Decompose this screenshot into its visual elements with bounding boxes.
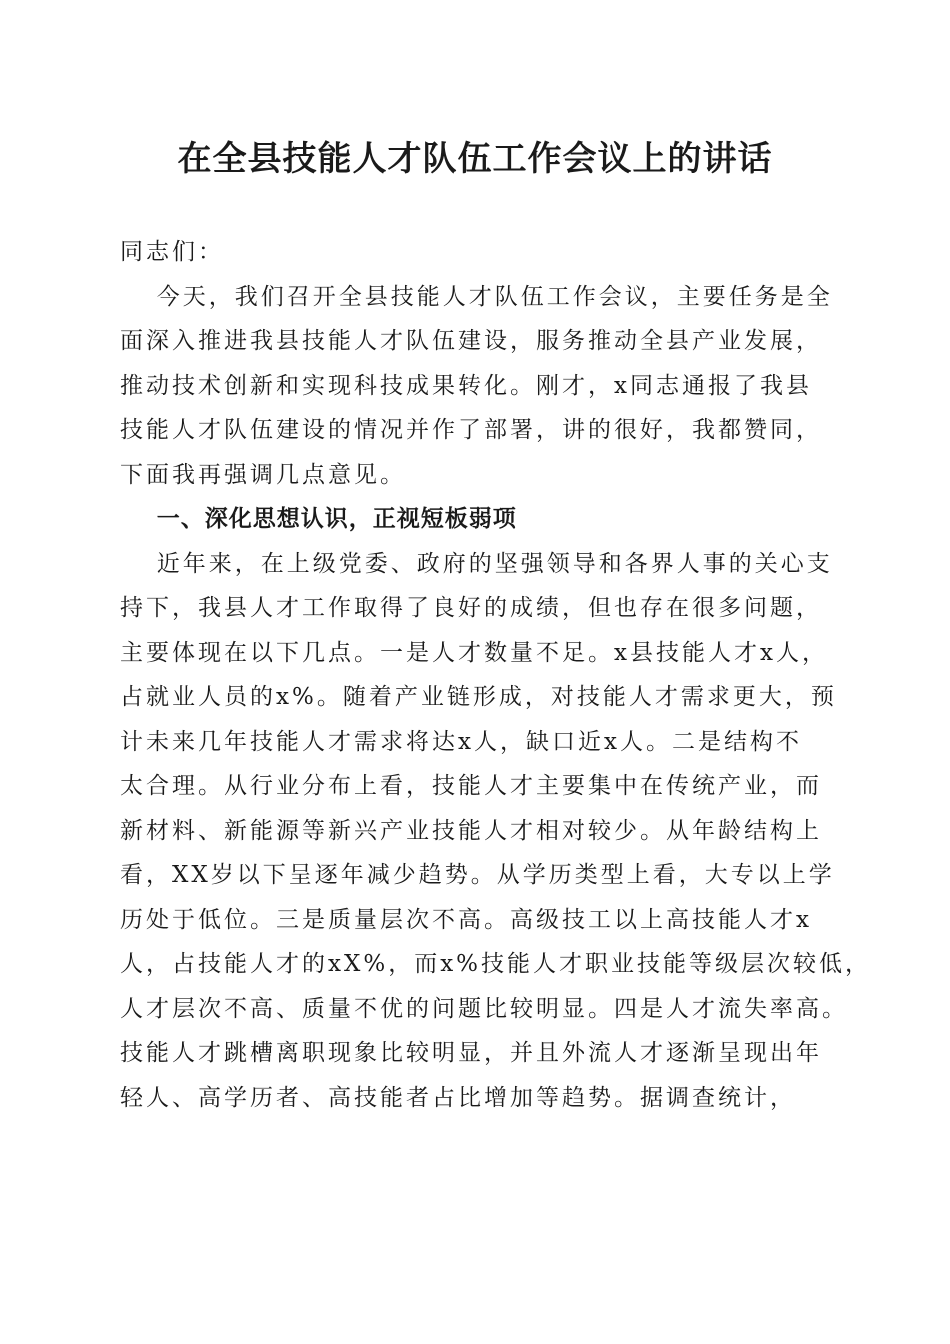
section-line: 持下，我县人才工作取得了良好的成绩，但也存在很多问题，	[120, 595, 822, 621]
section-line: 人，占技能人才的xX%，而x%技能人才职业技能等级层次较低，	[120, 951, 872, 977]
intro-line: 面深入推进我县技能人才队伍建设，服务推动全县产业发展，	[120, 328, 822, 354]
section-line: 轻人、高学历者、高技能者占比增加等趋势。据调查统计，	[120, 1084, 796, 1111]
section-line: 历处于低位。三是质量层次不高。高级技工以上高技能人才x	[120, 906, 812, 933]
intro-paragraph	[120, 275, 836, 498]
section-paragraph	[120, 542, 872, 1121]
intro-line: 今天，我们召开全县技能人才队伍工作会议，主要任务是全	[156, 283, 833, 310]
section-line: 近年来，在上级党委、政府的坚强领导和各界人事的关心支	[156, 550, 833, 577]
section-line: 占就业人员的x%。随着产业链形成，对技能人才需求更大，预	[120, 684, 837, 710]
section-heading: 一、深化思想认识，正视短板弱项	[156, 506, 517, 532]
salutation: 同志们：	[120, 239, 224, 265]
section-line: 人才层次不高、质量不优的问题比较明显。四是人才流失率高。	[120, 995, 848, 1022]
section-line: 太合理。从行业分布上看，技能人才主要集中在传统产业，而	[120, 773, 822, 799]
document-title: 在全县技能人才队伍工作会议上的讲话	[177, 139, 773, 179]
section-line: 新材料、新能源等新兴产业技能人才相对较少。从年龄结构上	[120, 817, 822, 844]
section-line: 主要体现在以下几点。一是人才数量不足。x县技能人才x人，	[120, 639, 828, 666]
intro-line: 推动技术创新和实现科技成果转化。刚才，x同志通报了我县	[120, 372, 812, 399]
document-body	[120, 230, 872, 1120]
intro-line: 技能人才队伍建设的情况并作了部署，讲的很好，我都赞同，	[120, 417, 822, 443]
section-line: 技能人才跳槽离职现象比较明显，并且外流人才逐渐呈现出年	[120, 1040, 822, 1066]
section-line: 看，XX岁以下呈逐年减少趋势。从学历类型上看，大专以上学	[120, 862, 835, 888]
intro-line: 下面我再强调几点意见。	[120, 461, 406, 488]
section-line: 计未来几年技能人才需求将达x人，缺口近x人。二是结构不	[120, 728, 802, 755]
